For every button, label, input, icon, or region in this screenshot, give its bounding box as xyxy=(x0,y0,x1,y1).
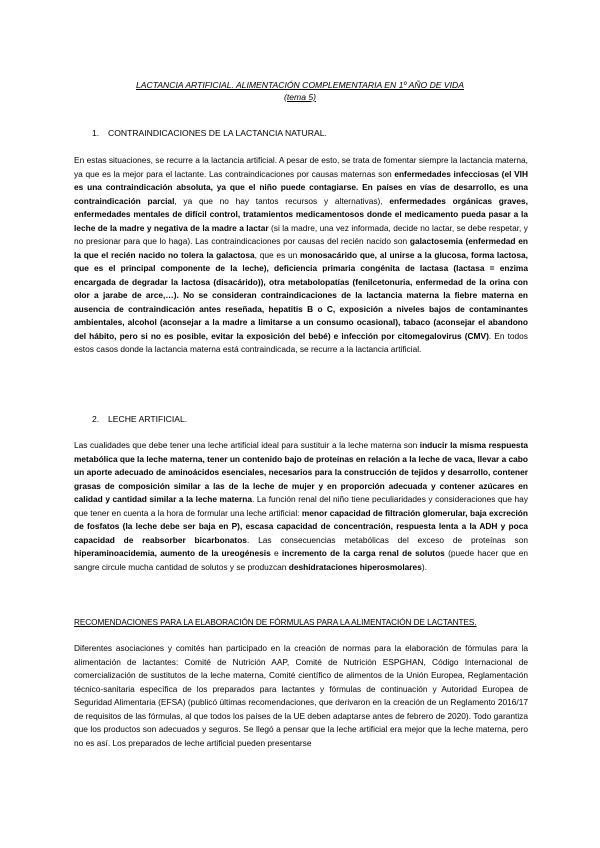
section-1-title: CONTRAINDICACIONES DE LA LACTANCIA NATURAL. xyxy=(108,128,327,138)
section-1-number: 1. xyxy=(92,128,100,138)
text-run: , ya que no hay tantos recursos y alternativas), xyxy=(174,195,390,206)
bold-run: enfermedades orgánicas graves, enfermedades mentales de difícil control, tratamientos medicamentosos donde el medicamento pueda pasar a la leche de la madre y negativa de la madre a lactar xyxy=(74,195,529,233)
section-2-heading xyxy=(92,413,187,425)
text-run: . La función renal del niño tiene peculiaridades y consideraciones que hay que tener en cuenta a la hora de formular una leche artificial: xyxy=(74,494,528,518)
text-run: . En todos estos casos donde la lactancia materna está contraindicada, se recurre a la lactancia artificial. xyxy=(74,330,528,354)
bold-run: hiperaminoacidemia, aumento de la ureogénesis xyxy=(74,548,271,558)
text-run: ). xyxy=(421,561,427,572)
bold-run: inducir la misma respuesta metabólica que la leche materna, tener un contenido bajo de proteínas en relación a la leche de vaca, llevar a cabo un aporte adecuado de aminoácidos esenciales, necesarios para la construcción de tejidos y desarrollo, contener grasas de composición similar a las de la leche de mujer y en proporción adecuada y contener azúcares en calidad y cantidad similar a la leche materna xyxy=(74,440,528,504)
document-subtitle: (tema 5) xyxy=(284,92,316,102)
recommendations-paragraph xyxy=(74,642,528,750)
text-run: Diferentes asociaciones y comités han participado en la creación de normas para la elaboración de fórmulas para la alimentación de lactantes: Comité de Nutrición AAP, Comité de Nutrición ESPGHAN, Código Internacional de comercialización de sustitutos de la leche materna, Comité científico de alimentos de la Unión Europea, Reglamentación técnico-sanitaria específica de los preparados para lactantes y fórmulas de continuación y Autoridad Europea de Seguridad Alimentaria (EFSA) (publicó últimas recomendaciones, que derivaron en la creación de un Reglamento 2016/17 de requisitos de las fórmulas, al que todos los países de la UE deben adaptarse antes de febrero de 2020). Todo garantiza que los productos son adecuados y seguros. Se llegó a pensar que la leche artificial era mejor que la leche materna, pero no es así. Los preparados de leche artificial pueden presentarse xyxy=(74,643,528,748)
text-run: Las cualidades que debe tener una leche artificial ideal para sustituir a la leche materna son xyxy=(74,440,420,450)
recommendations-heading: RECOMENDACIONES PARA LA ELABORACIÓN DE FÓRMULAS PARA LA ALIMENTACIÓN DE LACTANTES. xyxy=(74,618,477,627)
text-run: (puede hacer que en sangre circule mucha cantidad de solutos y se produzcan xyxy=(74,548,528,572)
document-title: LACTANCIA ARTIFICIAL. ALIMENTACIÓN COMPLEMENTARIA EN 1º AÑO DE VIDA xyxy=(135,80,464,90)
bold-run: deshidrataciones hiperosmolares xyxy=(288,561,422,572)
section-2-paragraph xyxy=(74,439,528,574)
text-run: . Las consecuencias metabólicas del exceso de proteínas son xyxy=(246,534,528,545)
section-2-title: LECHE ARTIFICIAL. xyxy=(108,414,188,424)
bold-run: menor capacidad de filtración glomerular, baja excreción de fosfatos (la leche debe ser baja en P), escasa capacidad de concentración, respuesta lenta a la ADH y poca capacidad de reabsorber bicarbonatos xyxy=(74,507,528,545)
bold-run: galactosemia (enfermedad en la que el recién nacido no tolera la galactosa xyxy=(74,236,528,260)
bold-run: monosacárido que, al unirse a la glucosa, forma lactosa, que es el principal componente de la leche), deficiencia primaria congénita de lactasa (lactasa = enzima encargada de degradar la lactosa (disacárido)), otra metabolopatías (fenilcetonuria, enfermedad de la orina con olor a jarabe de arce,…). No se consideran contraindicaciones de la lactancia materna la fiebre materna en ausencia de contraindicación antes reseñada, hepatitis B o C, exposición a niveles bajos de contaminantes ambientales, alcohol (aconsejar a la madre a limitarse a un consumo ocasional), tabaco (aconsejar el abandono del hábito, pero si no es posible, evitar la exposición del bebé) e infección por citomegalovirus (CMV) xyxy=(74,249,528,341)
text-run: (si la madre, una vez informada, decide no lactar, se debe respetar, y no presionar para que lo haga). Las contraindicaciones por causas del recién nacido son xyxy=(74,222,528,246)
bold-run: incremento de la carga renal de solutos xyxy=(281,548,445,558)
section-1-paragraph xyxy=(74,154,528,357)
text-run: En estas situaciones, se recurre a la lactancia artificial. A pesar de esto, se trata de fomentar siempre la lactancia materna, ya que es la mejor para el lactante. Las contraindicaciones por causas maternas son xyxy=(74,155,528,179)
text-run: , que es un xyxy=(254,249,301,260)
bold-run: enfermedades infecciosas (el VIH es una contraindicación absoluta, ya que el niño puede contagiarse. En países en vías de desarrollo, es una contraindicación parcial xyxy=(74,168,528,206)
section-2-number: 2. xyxy=(92,414,100,424)
section-1-heading xyxy=(92,127,327,139)
text-run: e xyxy=(270,548,282,558)
